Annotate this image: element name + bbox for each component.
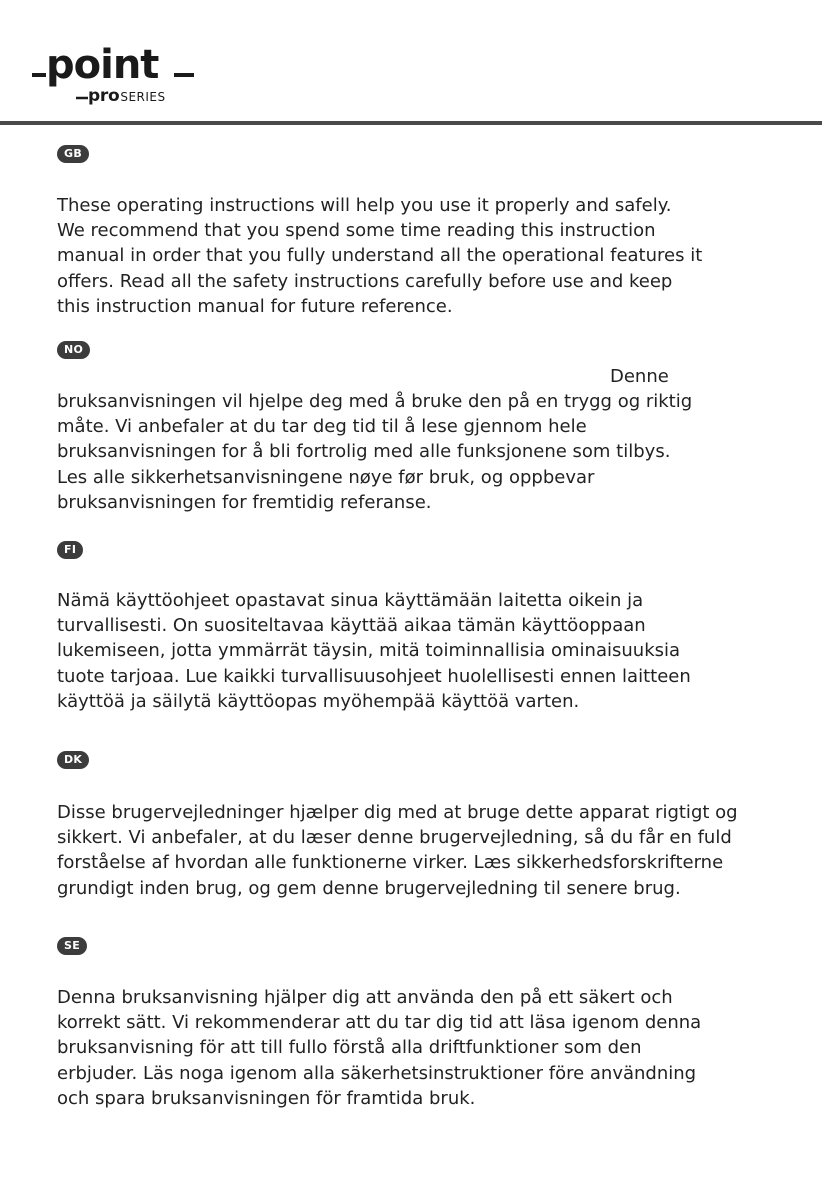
logo-subline bbox=[88, 88, 166, 105]
section-fi bbox=[57, 538, 777, 712]
header-divider bbox=[0, 121, 822, 125]
language-badge-dk: DK bbox=[57, 751, 89, 769]
language-badge-se: SE bbox=[57, 937, 87, 955]
section-no-text: bruksanvisningen vil hjelpe deg med å bruke den på en trygg og riktig måte. Vi anbefaler at du tar deg tid til å lese gjennom hele bruksanvisningen for å bli fortrolig med alle funksjonene som tilbys. Les alle sikkerhetsanvisningene nøye før bruk, og oppbevar bruksanvisningen for fremtidig referanse. bbox=[57, 391, 693, 513]
section-gb-text: These operating instructions will help you use it properly and safely. We recommend that you spend some time reading this instruction manual in order that you fully understand all the operational features it offers. Read all the safety instructions carefully before use and keep this instruction manual for future reference. bbox=[57, 195, 703, 317]
section-se-text: Denna bruksanvisning hjälper dig att använda den på ett säkert och korrekt sätt. Vi rekommenderar att du tar dig tid att läsa igenom denna bruksanvisning för att till fullo förstå alla driftfunktioner som den erbjuder. Läs noga igenom alla säkerhetsinstruktioner före användning och spara bruksanvisningen för framtida bruk. bbox=[57, 987, 702, 1109]
language-badge-fi: FI bbox=[57, 541, 83, 559]
brand-logo bbox=[32, 42, 202, 112]
language-badge-gb: GB bbox=[57, 145, 89, 163]
section-dk-text: Disse brugervejledninger hjælper dig med at bruge dette apparat rigtigt og sikkert. Vi anbefaler, at du læser denne brugervejledning, så du får en fuld forståelse af hvordan alle funktionerne virker. Læs sikkerhedsforskrifterne grundigt inden brug, og gem denne brugervejledning til senere brug. bbox=[57, 802, 738, 899]
section-se bbox=[57, 934, 777, 1109]
logo-series: SERIES bbox=[120, 90, 166, 104]
section-dk bbox=[57, 748, 777, 899]
section-fi-text: Nämä käyttöohjeet opastavat sinua käyttämään laitetta oikein ja turvallisesti. On suositeltavaa käyttää aikaa tämän käyttöoppaan lukemiseen, jotta ymmärrät täysin, mitä toiminnallisia ominaisuuksia tuote tarjoaa. Lue kaikki turvallisuusohjeet huolellisesti ennen laitteen käyttöä ja säilytä käyttöopas myöhempää käyttöä varten. bbox=[57, 590, 691, 712]
logo-wordmark: point bbox=[46, 42, 159, 88]
section-gb bbox=[57, 142, 777, 317]
logo-pro: pro bbox=[88, 86, 120, 106]
section-no bbox=[57, 338, 777, 513]
language-badge-no: NO bbox=[57, 341, 90, 359]
section-no-lead: Denne bbox=[610, 366, 669, 387]
